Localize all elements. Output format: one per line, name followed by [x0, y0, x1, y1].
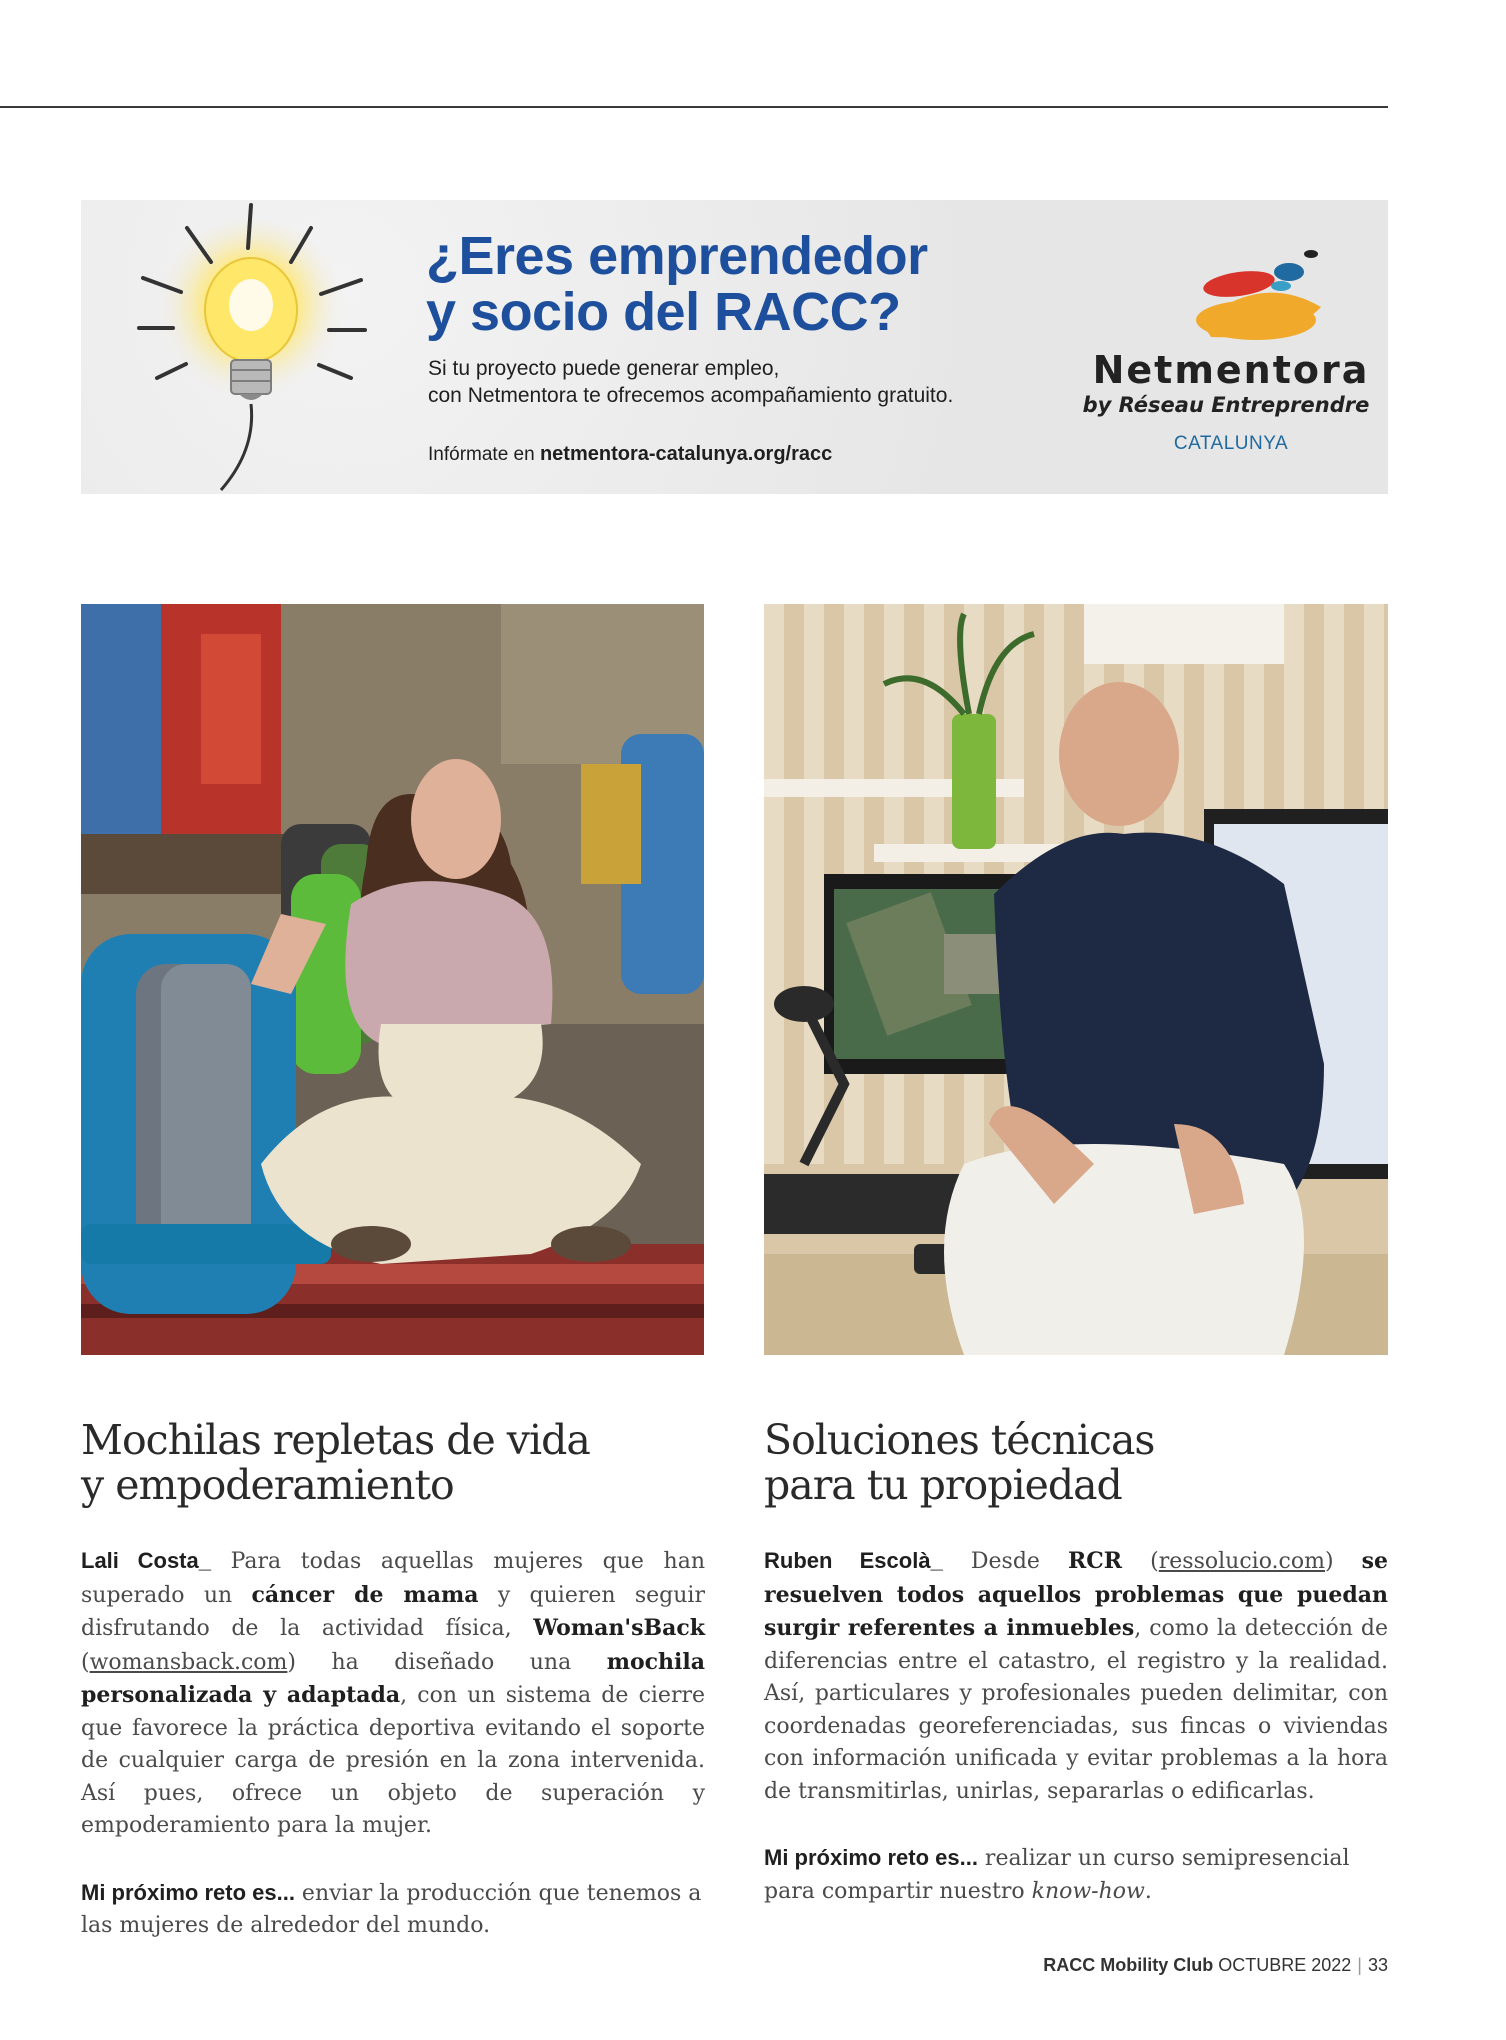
next-challenge-text: realizar un curso semipresencial para compartir nuestro	[764, 1846, 1350, 1904]
article-mochilas	[81, 1418, 705, 1943]
man-at-computer-photo	[764, 604, 1388, 1355]
article-title	[764, 1418, 1388, 1508]
footer-brand: RACC Mobility Club	[1043, 1955, 1214, 1975]
banner-body-line1: Si tu proyecto puede generar empleo,	[428, 357, 780, 380]
body-text: Desde	[942, 1549, 1069, 1574]
body-text: )	[1324, 1549, 1362, 1574]
body-text: , con un sistema de cierre que favorece la práctica deportiva evitando el soporte de cualquier carga de presión en la zona intervenida. Así pues, ofrece un objeto de superación y empoderamiento para la mujer.	[81, 1683, 706, 1838]
body-text: ) ha diseñado una	[287, 1649, 607, 1675]
footer-issue: OCTUBRE 2022	[1218, 1955, 1352, 1975]
website-link[interactable]: womansback.com	[89, 1649, 288, 1675]
article-body	[81, 1545, 705, 1843]
banner-headline	[426, 228, 928, 340]
body-highlight: se resuelven todos aquellos problemas que puedan surgir referentes a inmuebles	[764, 1548, 1389, 1641]
website-link[interactable]: ressolucio.com	[1158, 1549, 1325, 1574]
article-soluciones	[764, 1418, 1388, 1908]
brand-name: RCR	[1068, 1548, 1123, 1574]
footer-separator: |	[1357, 1955, 1362, 1975]
lightbulb-icon	[121, 200, 381, 494]
netmentora-logo-region: CATALUNYA	[1173, 433, 1289, 454]
body-text: (	[1122, 1549, 1159, 1574]
brand-name: Woman'sBack	[533, 1615, 705, 1641]
body-highlight: mochila personalizada y adaptada	[81, 1648, 705, 1708]
netmentora-logo-sub: by Réseau Entreprendre	[1082, 393, 1370, 417]
netmentora-logo-icon	[1151, 232, 1371, 342]
article-title	[81, 1418, 705, 1508]
woman-with-backpack-photo	[81, 604, 704, 1355]
netmentora-logo-name: Netmentora	[1092, 348, 1370, 392]
banner-headline-line2: y socio del RACC?	[426, 282, 901, 342]
article-author: Ruben Escolà_	[764, 1548, 943, 1573]
article-body	[764, 1545, 1388, 1808]
banner-cta	[428, 443, 832, 466]
next-challenge-italic: know-how	[1031, 1878, 1145, 1904]
next-challenge-end: .	[1144, 1878, 1152, 1904]
article-title-line1: Mochilas repletas de vida	[81, 1416, 590, 1464]
banner-cta-link[interactable]: netmentora-catalunya.org/racc	[539, 443, 833, 465]
page-footer	[1043, 1955, 1388, 1976]
next-challenge-label: Mi próximo reto es...	[81, 1879, 295, 1905]
body-text: Para todas aquellas mujeres que han superado un	[81, 1549, 706, 1608]
top-rule	[0, 106, 1388, 108]
body-text: y quieren seguir disfrutando de la actividad física,	[81, 1582, 705, 1641]
banner-body-line2: con Netmentora te ofrecemos acompañamiento gratuito.	[428, 384, 954, 407]
banner-headline-line1: ¿Eres emprendedor	[426, 226, 928, 286]
next-challenge-text: enviar la producción que tenemos a las mujeres de alrededor del mundo.	[81, 1880, 702, 1938]
body-text: , como la detección de diferencias entre el catastro, el registro y la realidad. Así, particulares y profesionales pueden delimitar, con coordenadas georeferenciadas, sus fincas o viviendas con información unificada y evitar problemas a la hora de transmitirlas, unirlas, separarlas o edificarlas.	[764, 1616, 1388, 1804]
article-title-line2: y empoderamiento	[81, 1461, 454, 1509]
next-challenge	[764, 1842, 1388, 1908]
banner-body	[428, 355, 953, 409]
banner-cta-prefix: Infórmate en	[428, 444, 535, 465]
page-number: 33	[1367, 1955, 1388, 1975]
body-text: (	[81, 1649, 90, 1675]
body-highlight: cáncer de mama	[251, 1581, 479, 1608]
netmentora-banner[interactable]	[81, 200, 1388, 494]
next-challenge-label: Mi próximo reto es...	[764, 1845, 978, 1870]
article-title-line1: Soluciones técnicas	[764, 1416, 1155, 1464]
article-title-line2: para tu propiedad	[764, 1461, 1122, 1509]
article-author: Lali Costa_	[81, 1548, 211, 1573]
next-challenge	[81, 1877, 705, 1943]
